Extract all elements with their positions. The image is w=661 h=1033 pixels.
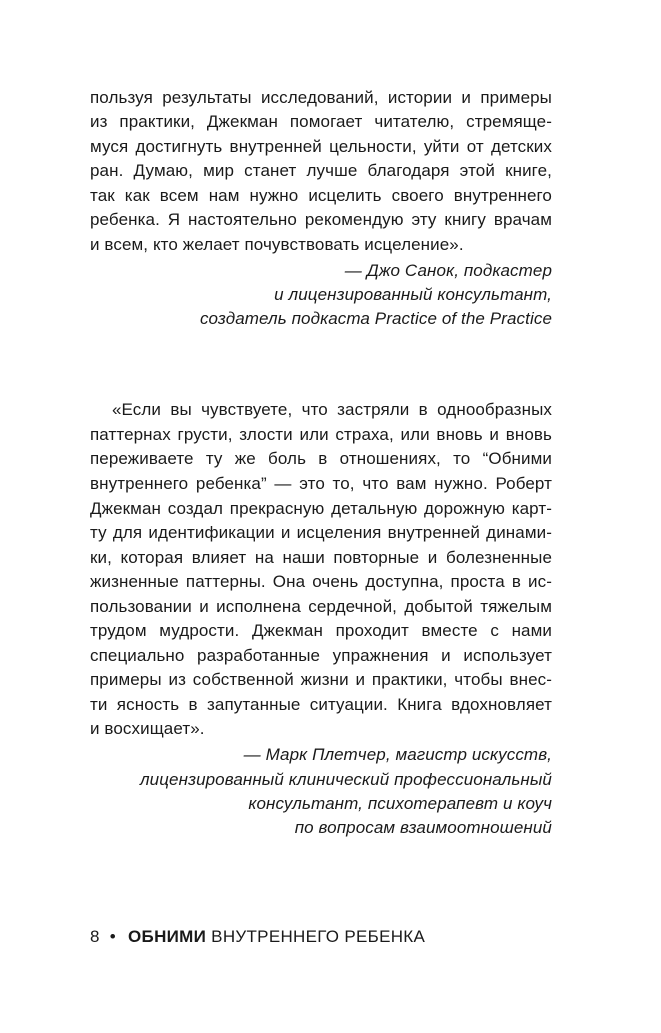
quote-2-line: переживаете ту же боль в отношениях, то “Обними — [90, 449, 552, 468]
quote-1-attribution: и лицензированный консультант, — [274, 285, 552, 304]
quote-2-line: жизненные паттерны. Она очень доступна, проста в ис- — [90, 572, 552, 591]
quote-2-line: паттернах грусти, злости или страха, или вновь и вновь — [90, 425, 552, 444]
running-footer — [90, 925, 425, 949]
book-title-rest: ВНУТРЕННЕГО РЕБЕНКА — [206, 927, 426, 946]
quote-1-line: и всем, кто желает почувствовать исцеление». — [90, 235, 464, 254]
quote-2-line: «Если вы чувствуете, что застряли в однообразных — [112, 400, 552, 419]
quote-1-attribution: — Джо Санок, подкастер — [344, 261, 552, 280]
quote-2-line: Джекман создал прекрасную детальную дорожную карт- — [90, 499, 552, 518]
quote-2-line: пользовании и исполнена сердечной, добытой тяжелым — [90, 597, 552, 616]
quote-1-line: ребенка. Я настоятельно рекомендую эту книгу врачам — [90, 210, 552, 229]
book-title-bold: ОБНИМИ — [128, 927, 207, 946]
quote-1-line: ран. Думаю, мир станет лучше благодаря этой книге, — [90, 161, 552, 180]
quote-2-line: ту для идентификации и исцеления внутренней динами- — [90, 523, 552, 542]
page-number: 8 — [90, 927, 100, 946]
quote-1-line: пользуя результаты исследований, истории и примеры — [90, 88, 552, 107]
quote-2-attribution: по вопросам взаимоотношений — [294, 818, 552, 837]
quote-2-line: примеры из собственной жизни и практики, чтобы внес- — [90, 670, 552, 689]
quote-2-line: трудом мудрости. Джекман проходит вместе с нами — [90, 621, 552, 640]
quote-2-line: ти ясность в запутанные ситуации. Книга вдохновляет — [90, 695, 552, 714]
quote-1-line: из практики, Джекман помогает читателю, стремяще- — [90, 112, 552, 131]
quote-2-attribution: консультант, психотерапевт и коуч — [248, 794, 552, 813]
quote-1-line: так как всем нам нужно исцелить своего внутреннего — [90, 186, 552, 205]
quote-2-line: внутреннего ребенка” — это то, что вам нужно. Роберт — [90, 474, 552, 493]
quote-2-attribution: — Марк Плетчер, магистр искусств, — [243, 745, 552, 764]
quote-1-line: муся достигнуть внутренней цельности, уйти от детских — [90, 137, 552, 156]
quote-2-attribution: лицензированный клинический профессиональный — [140, 770, 552, 789]
quote-2-line: специально разработанные упражнения и использует — [90, 646, 552, 665]
quote-2-line: ки, которая влияет на наши повторные и болезненные — [90, 548, 552, 567]
quote-2-line: и восхищает». — [90, 719, 205, 738]
bullet-separator: • — [109, 927, 117, 946]
quote-1-attribution: создатель подкаста Practice of the Practice — [199, 309, 552, 328]
